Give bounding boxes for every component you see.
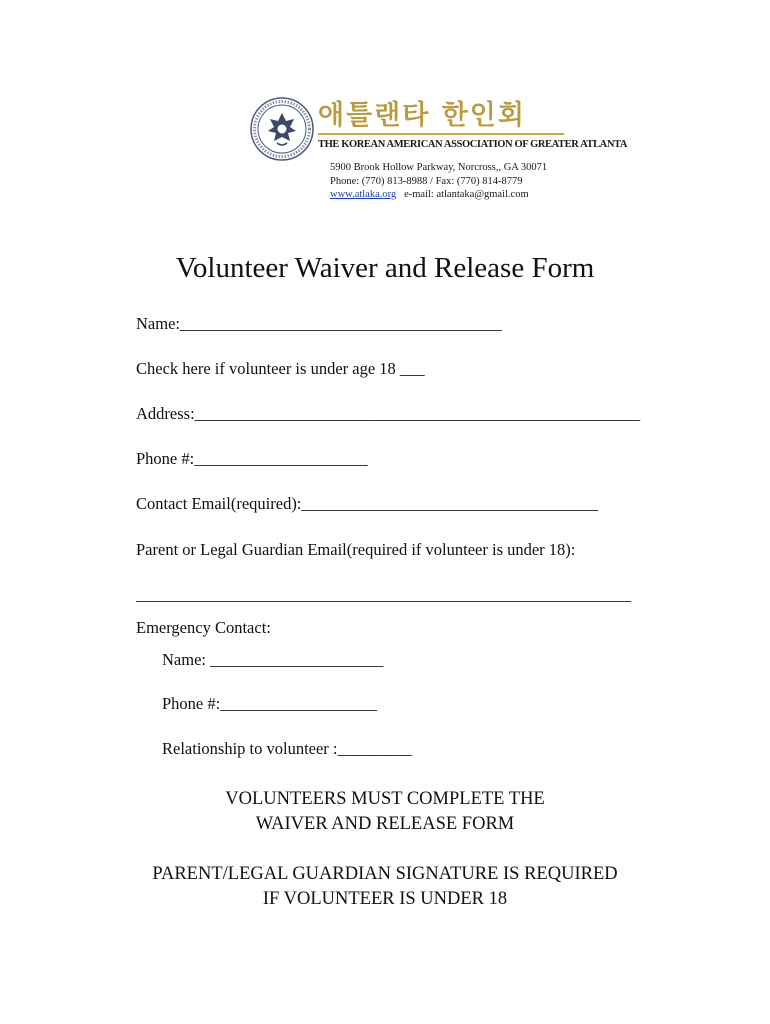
address-field[interactable]: Address:______________________________________________________ xyxy=(136,404,641,423)
website-link[interactable]: www.atlaka.org xyxy=(330,189,397,200)
emergency-phone-field[interactable]: Phone #:___________________ xyxy=(162,694,377,713)
notice-line: WAIVER AND RELEASE FORM xyxy=(255,814,515,834)
organization-name: THE KOREAN AMERICAN ASSOCIATION OF GREATER ATLANTA xyxy=(318,139,628,150)
letterhead xyxy=(318,100,628,150)
letterhead-divider xyxy=(318,133,564,135)
emergency-name-field[interactable]: Name: _____________________ xyxy=(162,650,384,669)
name-field[interactable]: Name:_______________________________________ xyxy=(136,314,502,333)
street-address: 5900 Brook Hollow Parkway, Norcross,, GA 30071 xyxy=(330,162,548,173)
phone-field[interactable]: Phone #:_____________________ xyxy=(136,449,368,468)
phone-fax: Phone: (770) 813-8988 / Fax: (770) 814-8779 xyxy=(330,175,523,187)
guardian-email-line[interactable]: ____________________________________________________________ xyxy=(136,585,631,604)
page-title: Volunteer Waiver and Release Form xyxy=(175,252,595,284)
korean-organization-name: 애틀랜타 한인회 xyxy=(318,100,526,131)
relationship-field[interactable]: Relationship to volunteer :_________ xyxy=(162,739,412,758)
notice-line: IF VOLUNTEER IS UNDER 18 xyxy=(262,889,508,909)
notice-line: VOLUNTEERS MUST COMPLETE THE xyxy=(225,789,545,809)
contact-info xyxy=(330,161,547,202)
email-text: e-mail: atlantaka@gmail.com xyxy=(404,189,529,200)
organization-seal-icon xyxy=(250,97,314,161)
guardian-signature-notice xyxy=(0,862,770,912)
notice-line: PARENT/LEGAL GUARDIAN SIGNATURE IS REQUIRED xyxy=(152,864,618,884)
volunteer-notice xyxy=(0,787,770,837)
guardian-email-label: Parent or Legal Guardian Email(required if volunteer is under 18): xyxy=(136,540,576,559)
under-18-checkbox-field[interactable]: Check here if volunteer is under age 18 ___ xyxy=(136,359,425,378)
contact-email-field[interactable]: Contact Email(required):____________________________________ xyxy=(136,494,599,513)
emergency-contact-heading: Emergency Contact: xyxy=(136,618,271,637)
